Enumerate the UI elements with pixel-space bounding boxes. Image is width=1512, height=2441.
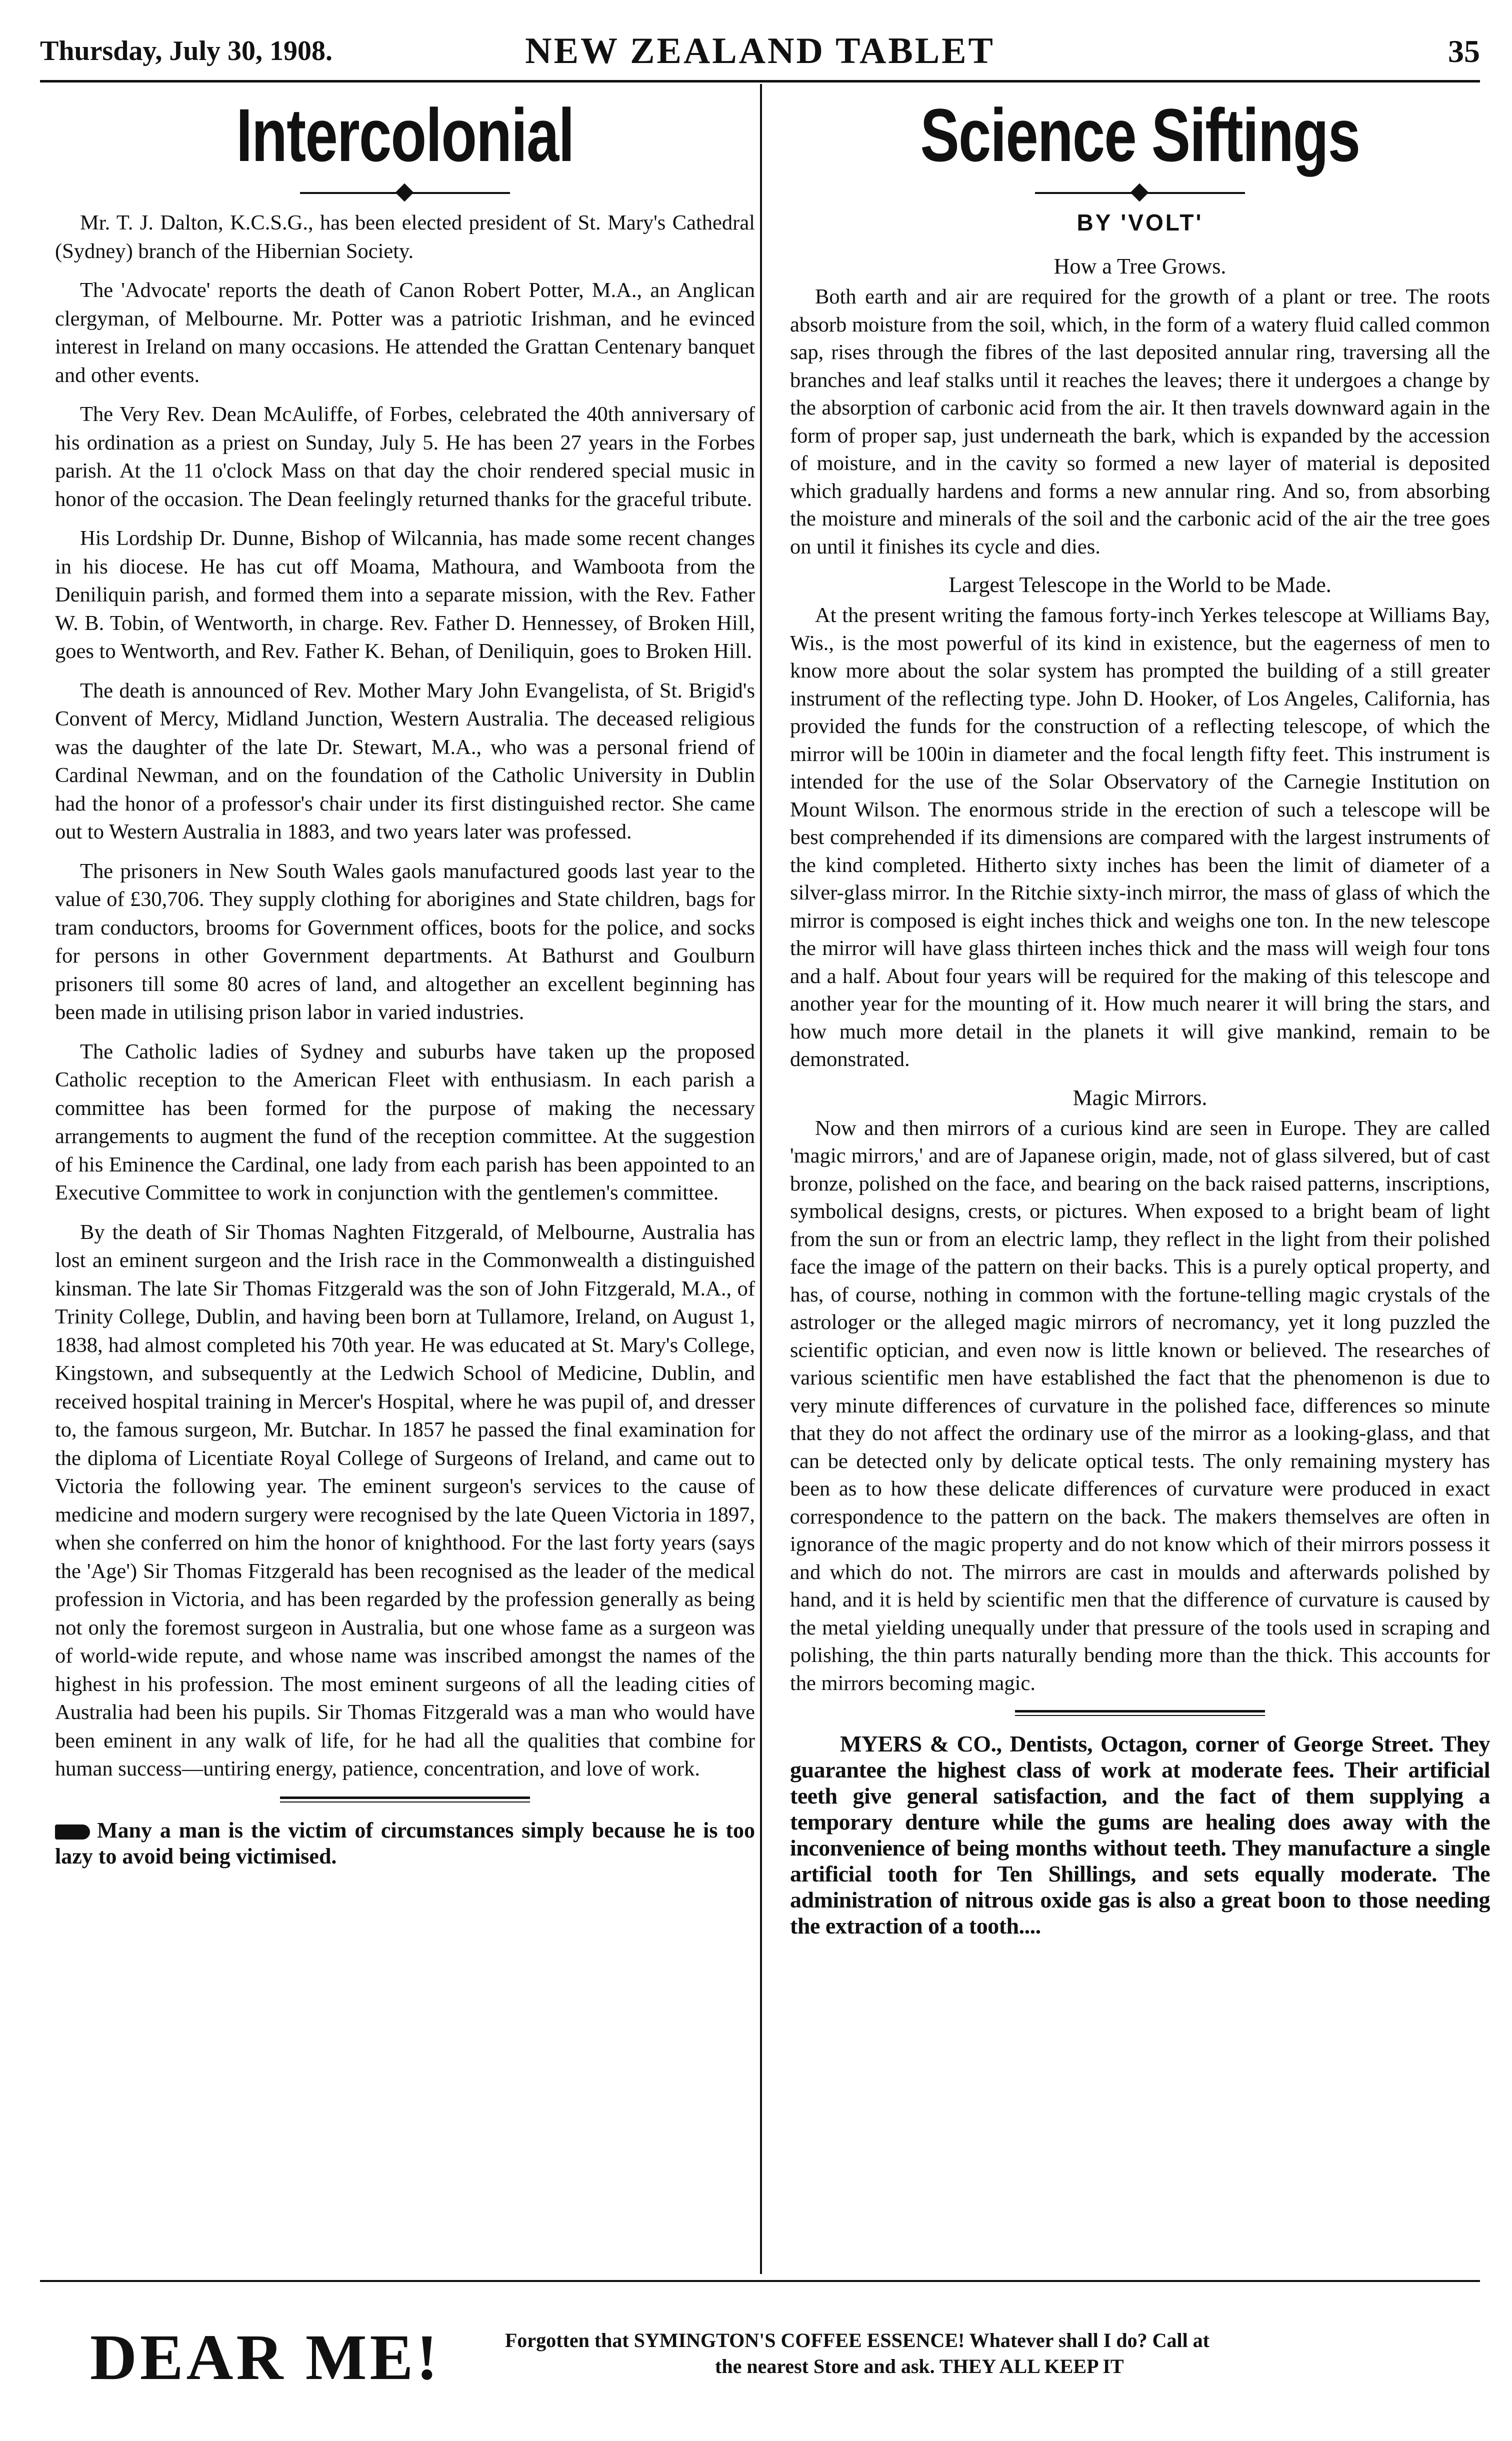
science-column [790,95,1490,1939]
column-divider [760,84,762,2274]
bottom-rule [40,2280,1480,2282]
article-body: Now and then mirrors of a curious kind are seen in Europe. They are called 'magic mirrors,' and are of Japanese origin, made, not of glass silvered, but of cast bronze, polished on the face, and bearing on the back raised patterns, inscriptions, symbolical designs, crests, or pictures. When exposed to a bright beam of light from the sun or from an electric lamp, they reflect in the light from their polished face the image of the pattern on their backs. This is a purely optical property, and has, of course, nothing in common with the fortune-telling magic crystals of the astrologer or the alleged magic mirrors of necromancy, yet it long puzzled the scientific optician, and even now is little known or believed. The researches of various scientific men have established the fact that the phenomenon is due to very minute differences of curvature in the polished face, differences so minute that they do not affect the ordinary use of the mirror as a looking-glass, and that can be detected only by delicate optical tests. The only remaining mystery has been as to how these delicate differences of curvature were produced in exact correspondence to the pattern on the back. The makers themselves are often in ignorance of the magic property and do not know which of their mirrors possess it and which do not. The mirrors are cast in moulds and afterwards polished by hand, and it is held by scientific men that the difference of curvature is caused by the metal yielding unequally under that pressure of the tools used in scraping and polishing, the thin parts naturally bending more than the thick. This accounts for the mirrors becoming magic. [790,1116,1490,1695]
article-body: Both earth and air are required for the growth of a plant or tree. The roots absorb moisture from the soil, which, in the form of a watery fluid called common sap, rises through the fibres of the last deposited annular ring, traversing all the branches and leaf stalks until it reaches the leaves; there it undergoes a change by the absorption of carbonic acid from the air. It then travels downward again in the form of proper sap, just underneath the bark, which is expanded by the accession of moisture, and in the cavity so formed a new layer of material is deposited which gradually hardens and forms a new annular ring. And so, from absorbing the moisture and minerals of the soil and the carbonic acid of the air the tree goes on until it finishes its cycle and dies. [790,285,1490,558]
intercolonial-heading: Intercolonial [236,93,574,177]
news-paragraph: The 'Advocate' reports the death of Canon Robert Potter, M.A., an Anglican clergyman, of Melbourne. Mr. Potter was a patriotic Irishman, and he evinced interest in Ireland on many occasions. He attended the Grattan Centenary banquet and other events. [55,278,755,387]
section-separator [1015,1710,1265,1716]
heading-ornament [300,185,510,200]
filler-text: Many a man is the victim of circumstances simply because he is too lazy to avoid being victimised. [55,1818,755,1868]
heading-ornament [1035,185,1245,200]
masthead [40,30,1480,75]
coffee-advert-line-1: Forgotten that SYMINGTON'S COFFEE ESSENCE! Whatever shall I do? Call at [505,2329,1210,2352]
dentist-advert-text: MYERS & CO., Dentists, Octagon, corner of George Street. They guarantee the highest class of work at moderate fees. Their artificial teeth give general satisfaction, and the fact of them supplying a temporary denture while the gums are healing does away with the inconvenience of being months without teeth. They manufacture a single artificial tooth for Ten Shillings, and sets equally moderate. The administration of nitrous oxide gas is also a great boon to those needing the extraction of a tooth.... [790,1731,1490,1938]
article-title: Magic Mirrors. [1072,1085,1208,1110]
publication-title: NEW ZEALAND TABLET [525,30,995,72]
article-title: Largest Telescope in the World to be Made. [948,572,1332,597]
pointing-hand-icon [55,1824,90,1840]
coffee-advert-line-2: the nearest Store and ask. THEY ALL KEEP IT [715,2355,1124,2378]
section-separator [280,1796,530,1802]
masthead-rule [40,80,1480,82]
news-paragraph: His Lordship Dr. Dunne, Bishop of Wilcannia, has made some recent changes in his diocese. He has cut off Moama, Mathoura, and Wamboota from the Deniliquin parish, and formed them into a separate mission, with the Rev. Father W. B. Tobin, of Wentworth, in charge. Rev. Father D. Hennessey, of Broken Hill, goes to Wentworth, and Rev. Father K. Behan, of Deniliquin, goes to Broken Hill. [55,526,755,663]
byline: BY 'VOLT' [1076,210,1204,236]
dear-me-headline: DEAR ME! [90,2322,441,2394]
article-body: At the present writing the famous forty-inch Yerkes telescope at Williams Bay, Wis., is the most powerful of its kind in existence, but the eagerness of men to know more about the solar system has prompted the building of a still greater instrument of the reflecting type. John D. Hooker, of Los Angeles, California, has provided the funds for the construction of a reflecting telescope, of which the mirror will be 100in in diameter and the focal length fifty feet. This instrument is intended for the use of the Solar Observatory of the Carnegie Institution on Mount Wilson. The enormous stride in the erection of such a telescope will be best comprehended if its dimensions are compared with the largest instruments of the kind completed. Hitherto sixty inches has been the limit of diameter of a silver-glass mirror. In the Ritchie sixty-inch mirror, the mass of glass of which the mirror is composed is eight inches thick and weighs one ton. In the new telescope the mirror will have glass thirteen inches thick and the mass will weigh four tons and a half. About four years will be required for the making of this telescope and another year for the mounting of it. How much nearer it will bring the stars, and how much more detail in the planets it will give mankind, remain to be demonstrated. [790,604,1490,1071]
news-paragraph: By the death of Sir Thomas Naghten Fitzgerald, of Melbourne, Australia has lost an eminent surgeon and the Irish race in the Commonwealth a distinguished kinsman. The late Sir Thomas Fitzgerald was the son of John Fitzgerald, M.A., of Trinity College, Dublin, and having been born at Tullamore, Ireland, on August 1, 1838, had almost completed his 70th year. He was educated at St. Mary's College, Kingstown, and subsequently at the Ledwich School of Medicine, Dublin, and received hospital training in Mercer's Hospital, where he was pupil of, and dresser to, the famous surgeon, Mr. Butchar. In 1857 he passed the final examination for the diploma of Licentiate Royal College of Surgeons of Ireland, and came out to Victoria the following year. The eminent surgeon's services to the cause of medicine and modern surgery were recognised by the late Queen Victoria in 1897, when she conferred on him the honor of knighthood. For the last forty years (says the 'Age') Sir Thomas Fitzgerald has been recognised as the leader of the medical profession in Victoria, and has been regarded by the profession generally as being not only the foremost surgeon in Australia, but one whose fame as a surgeon was of world-wide repute, and whose name was inscribed amongst the names of the highest in his profession. The most eminent surgeons of all the leading cities of Australia had been his pupils. Sir Thomas Fitzgerald was a man who would have been eminent in any walk of life, for he had all the qualities that combine for human success—untiring energy, patience, concentration, and love of work. [55,1220,755,1780]
coffee-advert [505,2328,1455,2380]
dentist-advert [790,1731,1490,1939]
intercolonial-column [55,95,755,1870]
issue-date: Thursday, July 30, 1908. [40,36,333,66]
news-paragraph: The Very Rev. Dean McAuliffe, of Forbes, celebrated the 40th anniversary of his ordination as a priest on Sunday, July 5. He has been 27 years in the Forbes parish. At the 11 o'clock Mass on that day the choir rendered special music in honor of the occasion. The Dean feelingly returned thanks for the graceful tribute. [55,402,755,511]
page-number: 35 [1448,34,1480,69]
news-paragraph: The Catholic ladies of Sydney and suburbs have taken up the proposed Catholic reception to the American Fleet with enthusiasm. In each parish a committee has been formed for the purpose of making the necessary arrangements to augment the fund of the reception committee. At the suggestion of his Eminence the Cardinal, one lady from each parish has been appointed to an Executive Committee to work in conjunction with the gentlemen's committee. [55,1040,755,1204]
news-paragraph: The prisoners in New South Wales gaols manufactured goods last year to the value of £30,706. They supply clothing for aborigines and State children, bags for tram conductors, brooms for Government offices, boots for the police, and socks for persons in other Government departments. At Bathurst and Goulburn prisoners till some 80 acres of land, and altogether an excellent beginning has been made in utilising prison labor in varied industries. [55,859,755,1024]
article-title: How a Tree Grows. [1054,254,1226,278]
filler-note [55,1818,755,1870]
science-heading: Science Siftings [920,93,1360,177]
news-paragraph: The death is announced of Rev. Mother Mary John Evangelista, of St. Brigid's Convent of Mercy, Midland Junction, Western Australia. The deceased religious was the daughter of the late Dr. Stewart, M.A., who was a personal friend of Cardinal Newman, and on the foundation of the Catholic University in Dublin had the honor of a professor's chair under its first distinguished rector. She came out to Western Australia in 1883, and two years later was professed. [55,678,755,844]
news-paragraph: Mr. T. J. Dalton, K.C.S.G., has been elected president of St. Mary's Cathedral (Sydney) branch of the Hibernian Society. [55,211,755,263]
